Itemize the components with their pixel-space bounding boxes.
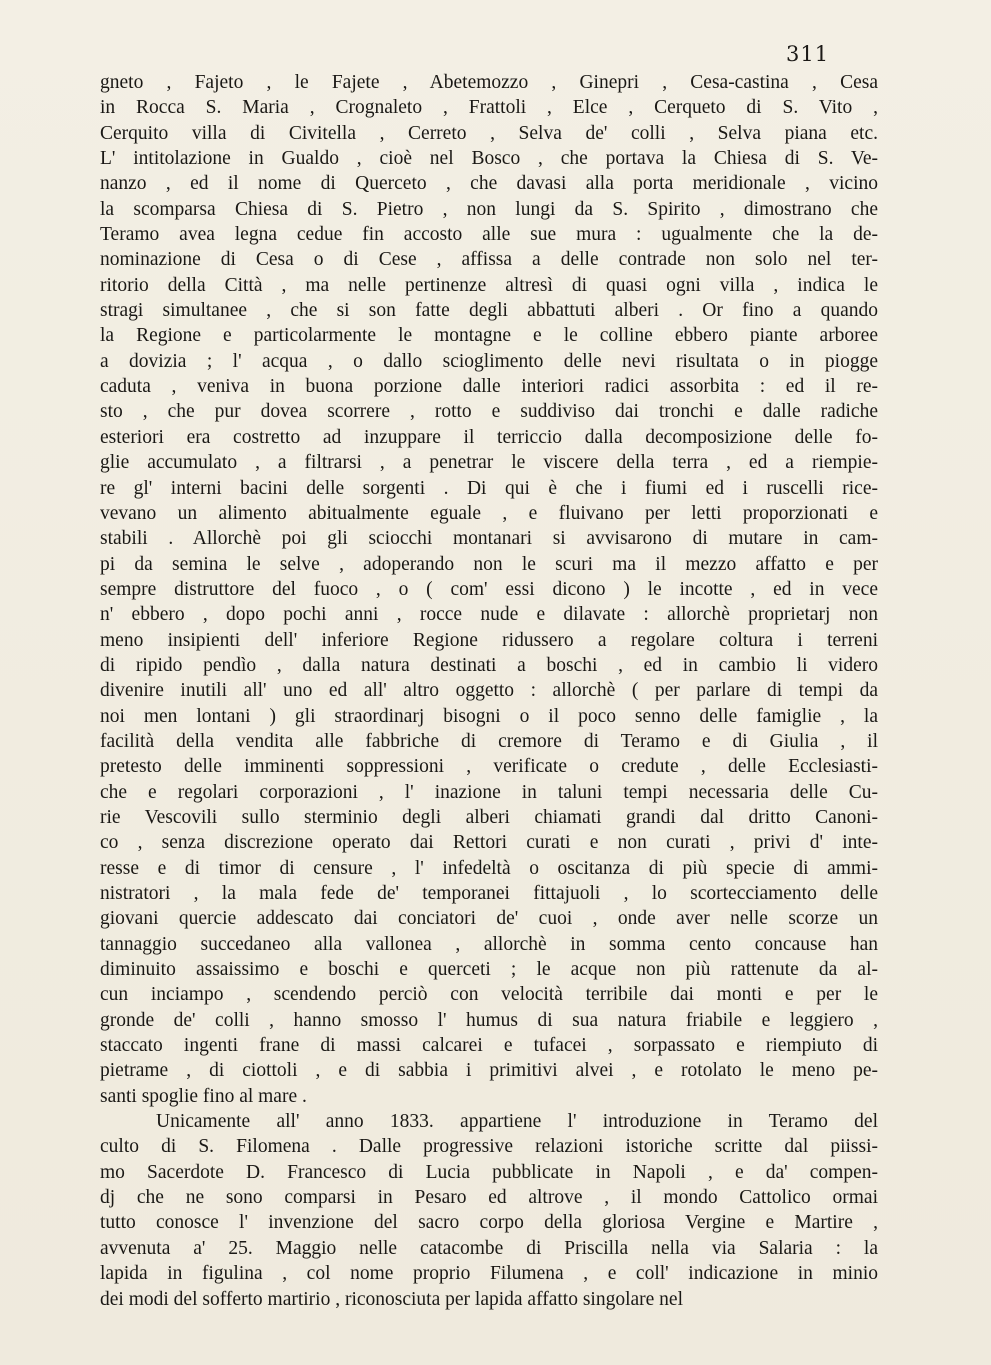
text-line: tutto conosce l' invenzione del sacro corpo della gloriosa Vergine e Martire , — [100, 1212, 878, 1234]
text-line: Cerquito villa di Civitella , Cerreto , Selva de' colli , Selva piana etc. — [100, 122, 878, 144]
text-line: dj che ne sono comparsi in Pesaro ed altrove , il mondo Cattolico ormai — [100, 1187, 878, 1209]
text-line: pi da semina le selve , adoperando non le scuri ma il mezzo affatto e per — [100, 553, 878, 575]
text-line: divenire inutili all' uno ed all' altro oggetto : allorchè ( per parlare di tempi da — [100, 680, 878, 702]
text-line: nanzo , ed il nome di Querceto , che davasi alla porta meridionale , vicino — [100, 173, 878, 195]
paragraph — [100, 1109, 878, 1312]
text-line: caduta , veniva in buona porzione dalle interiori radici assorbita : ed il re- — [100, 376, 878, 398]
text-line: a dovizia ; l' acqua , o dallo scioglimento delle nevi risultata o in piogge — [100, 350, 878, 372]
text-line: ritorio della Città , ma nelle pertinenze altresì di quasi ogni villa , indica le — [100, 274, 878, 296]
text-line: resse e di timor di censure , l' infedeltà o oscitanza di più specie di ammi- — [100, 857, 878, 879]
text-line: pietrame , di ciottoli , e di sabbia i primitivi alvei , e rotolato le meno pe- — [100, 1060, 878, 1082]
text-line: gronde de' colli , hanno smosso l' humus di sua natura friabile e leggiero , — [100, 1009, 878, 1031]
text-line: in Rocca S. Maria , Crognaleto , Frattoli , Elce , Cerqueto di S. Vito , — [100, 97, 878, 119]
text-line: vevano un alimento abitualmente eguale , e fluivano per letti proporzionati e — [100, 502, 878, 524]
text-line: staccato ingenti frane di massi calcarei e tufacei , sorpassato e riempiuto di — [100, 1035, 878, 1057]
text-line: mo Sacerdote D. Francesco di Lucia pubblicate in Napoli , e da' compen- — [100, 1161, 878, 1183]
text-line: la Regione e particolarmente le montagne e le colline ebbero piante arboree — [100, 325, 878, 347]
text-line: pretesto delle imminenti soppressioni , verificate o credute , delle Ecclesiasti- — [100, 756, 878, 778]
text-line: la scomparsa Chiesa di S. Pietro , non lungi da S. Spirito , dimostrano che — [100, 198, 878, 220]
text-line: glie accumulato , a filtrarsi , a penetrar le viscere della terra , ed a riempie- — [100, 452, 878, 474]
text-line: diminuito assaissimo e boschi e querceti ; le acque non più rattenute da al- — [100, 959, 878, 981]
text-line: noi men lontani ) gli straordinarj bisogni o il poco senno delle famiglie , la — [100, 705, 878, 727]
text-line: giovani quercie addescato dai conciatori de' cuoi , onde aver nelle scorze un — [100, 908, 878, 930]
text-line: rie Vescovili sullo sterminio degli alberi chiamati grandi dal dritto Canoni- — [100, 806, 878, 828]
text-line: nistratori , la mala fede de' temporanei fittajuoli , lo scortecciamento delle — [100, 883, 878, 904]
text-line: stragi simultanee , che si son fatte degli abbattuti alberi . Or fino a quando — [100, 300, 878, 322]
text-line: santi spoglie fino al mare . — [100, 1085, 307, 1107]
text-line: lapida in figulina , col nome proprio Filumena , e coll' indicazione in minio — [100, 1263, 878, 1285]
text-line: sempre distruttore del fuoco , o ( com' essi dicono ) le incotte , ed in vece — [100, 578, 878, 600]
text-line: Unicamente all' anno 1833. appartiene l' introduzione in Teramo del — [156, 1111, 878, 1133]
text-line: gneto , Fajeto , le Fajete , Abetemozzo , Ginepri , Cesa-castina , Cesa — [100, 72, 878, 93]
text-line: tannaggio succedaneo alla vallonea , allorchè in somma cento concause han — [100, 933, 878, 955]
text-line: sto , che pur dovea scorrere , rotto e suddiviso dai tronchi e dalle radiche — [100, 401, 878, 423]
paragraph — [100, 70, 878, 1109]
text-line: esteriori era costretto ad inzuppare il terriccio dalla decomposizione delle fo- — [100, 426, 878, 448]
text-line: di ripido pendìo , dalla natura destinati a boschi , ed in cambio li videro — [100, 654, 878, 676]
text-line: dei modi del sofferto martirio , riconosciuta per lapida affatto singolare nel — [100, 1288, 684, 1310]
body-text — [100, 70, 878, 1312]
text-line: che e regolari corporazioni , l' inazione in taluni tempi necessaria delle Cu- — [100, 781, 878, 803]
text-line: facilità della vendita alle fabbriche di cremore di Teramo e di Giulia , il — [100, 730, 878, 752]
text-line: n' ebbero , dopo pochi anni , rocce nude e dilavate : allorchè proprietarj non — [100, 604, 878, 626]
text-line: stabili . Allorchè poi gli sciocchi montanari si avvisarono di mutare in cam- — [100, 528, 878, 550]
text-line: meno insipienti dell' inferiore Regione ridussero a regolare coltura i terreni — [100, 629, 878, 651]
text-line: avvenuta a' 25. Maggio nelle catacombe di Priscilla nella via Salaria : la — [100, 1237, 878, 1259]
page-number: 311 — [786, 42, 830, 66]
text-line: cun inciampo , scendendo perciò con velocità terribile dai monti e per le — [100, 984, 878, 1006]
text-line: nominazione di Cesa o di Cese , affissa a delle contrade non solo nel ter- — [100, 249, 878, 271]
text-line: re gl' interni bacini delle sorgenti . Di qui è che i fiumi ed i ruscelli rice- — [100, 477, 878, 499]
text-line: Teramo avea legna cedue fin accosto alle sue mura : ugualmente che la de- — [100, 224, 878, 246]
text-line: co , senza discrezione operato dai Rettori curati e non curati , privi d' inte- — [100, 832, 878, 854]
text-line: culto di S. Filomena . Dalle progressive relazioni istoriche scritte dal piissi- — [100, 1136, 878, 1158]
text-line: L' intitolazione in Gualdo , cioè nel Bosco , che portava la Chiesa di S. Ve- — [100, 148, 878, 170]
